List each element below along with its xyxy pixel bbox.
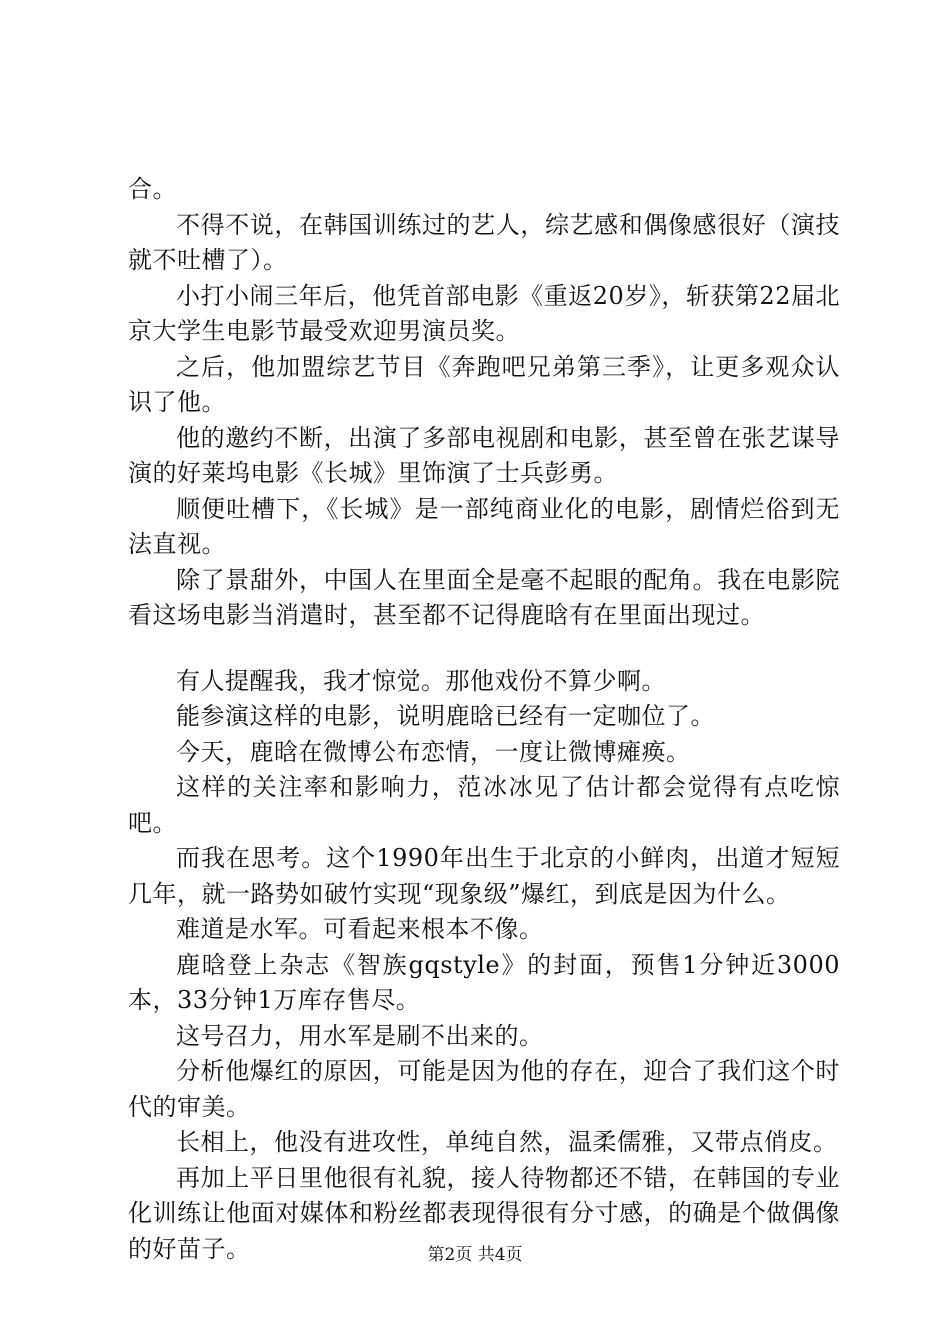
paragraph: 而我在思考。这个1990年出生于北京的小鲜肉，出道才短短几年，就一路势如破竹实现“现象级”爆红，到底是因为什么。 xyxy=(128,844,840,908)
paragraph: 除了景甜外，中国人在里面全是毫不起眼的配角。我在电影院看这场电影当消遣时，甚至都不记得鹿晗有在里面出现过。 xyxy=(128,565,840,629)
paragraph: 之后，他加盟综艺节目《奔跑吧兄弟第三季》，让更多观众认识了他。 xyxy=(128,352,840,416)
paragraph: 他的邀约不断，出演了多部电视剧和电影，甚至曾在张艺谋导演的好莱坞电影《长城》里饰演了士兵彭勇。 xyxy=(128,423,840,487)
paragraph: 分析他爆红的原因，可能是因为他的存在，迎合了我们这个时代的审美。 xyxy=(128,1057,840,1121)
paragraph: 不得不说，在韩国训练过的艺人，综艺感和偶像感很好（演技就不吐槽了）。 xyxy=(128,210,840,274)
article-body xyxy=(128,172,840,1267)
paragraph: 这样的关注率和影响力，范冰冰见了估计都会觉得有点吃惊吧。 xyxy=(128,773,840,837)
paragraph: 今天，鹿晗在微博公布恋情，一度让微博瘫痪。 xyxy=(176,737,691,766)
page-number-footer: 第2页 共4页 xyxy=(427,1245,523,1265)
paragraph: 小打小闹三年后，他凭首部电影《重返20岁》，斩获第22届北京大学生电影节最受欢迎男演员奖。 xyxy=(128,281,840,345)
paragraph: 顺便吐槽下，《长城》是一部纯商业化的电影，剧情烂俗到无法直视。 xyxy=(128,494,840,558)
paragraph: 难道是水军。可看起来根本不像。 xyxy=(176,915,544,943)
paragraph: 鹿晗登上杂志《智族gqstyle》的封面，预售1分钟近3000本，33分钟1万库存售尽。 xyxy=(128,950,840,1014)
paragraph: 这号召力，用水军是刷不出来的。 xyxy=(176,1021,544,1050)
paragraph: 长相上，他没有进攻性，单纯自然，温柔儒雅，又带点俏皮。 xyxy=(176,1128,838,1156)
paragraph: 有人提醒我，我才惊觉。那他戏份不算少啊。 xyxy=(176,666,666,695)
paragraph: 再加上平日里他很有礼貌，接人待物都还不错，在韩国的专业化训练让他面对媒体和粉丝都表现得很有分寸感，的确是个做偶像的好苗子。 xyxy=(128,1163,840,1263)
paragraph: 能参演这样的电影，说明鹿晗已经有一定咖位了。 xyxy=(176,702,715,730)
paragraph-continuation: 合。 xyxy=(128,175,177,203)
